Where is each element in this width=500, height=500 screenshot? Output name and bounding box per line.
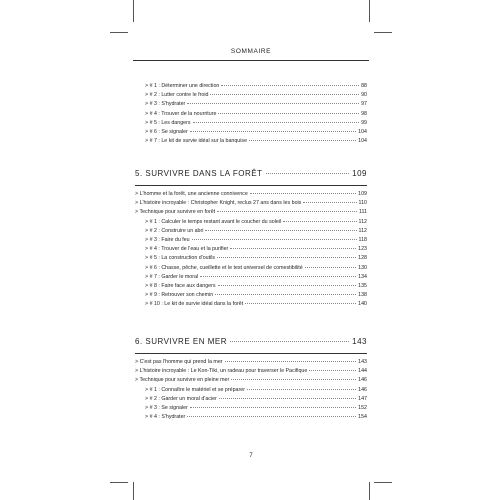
toc-entry xyxy=(135,190,367,199)
chapter-page: 109 xyxy=(352,169,367,178)
toc-entry xyxy=(135,91,367,100)
chapter-rule xyxy=(135,185,367,186)
entry-page: 97 xyxy=(361,101,367,108)
dot-leader xyxy=(266,173,350,174)
toc-entry xyxy=(135,358,367,367)
dot-leader xyxy=(205,230,356,231)
entry-page: 88 xyxy=(361,83,367,89)
page-number: 7 xyxy=(249,453,253,459)
crop-mark xyxy=(110,32,128,33)
entry-label: > # 4 : S'hydrater xyxy=(145,414,186,421)
entry-page: 118 xyxy=(358,236,367,243)
entry-page: 99 xyxy=(361,119,367,126)
entry-label: > L'homme et la forêt, une ancienne connivence xyxy=(135,191,248,197)
toc-page xyxy=(133,32,369,482)
toc-entry xyxy=(135,282,367,291)
entry-page: 112 xyxy=(358,218,367,225)
entry-label: > # 8 : Faire face aux dangers xyxy=(145,282,216,289)
entry-label: > # 6 : Chasse, pêche, cueillette et le test universel de comestibilité xyxy=(145,264,303,271)
dot-leader xyxy=(225,361,357,362)
entry-label: > # 2 : Lutter contre le froid xyxy=(145,92,209,99)
entry-label: > # 2 : Garder un moral d'acier xyxy=(145,395,217,402)
entry-page: 112 xyxy=(358,227,367,234)
entry-page: 109 xyxy=(358,191,367,197)
entry-page: 104 xyxy=(358,138,367,145)
toc-entry xyxy=(135,273,367,282)
entry-page: 98 xyxy=(361,110,367,117)
chapter-rule xyxy=(135,353,367,354)
toc-entry xyxy=(135,236,367,245)
crop-mark xyxy=(110,482,128,483)
entry-page: 130 xyxy=(358,264,367,271)
toc-entry xyxy=(135,137,367,146)
dot-leader xyxy=(245,303,356,304)
entry-page: 154 xyxy=(358,414,367,421)
chapter-heading xyxy=(135,337,367,353)
toc-entry xyxy=(135,208,367,217)
entry-label: > # 1 : Déterminer une direction xyxy=(145,83,220,89)
crop-mark xyxy=(374,482,392,483)
toc-entry xyxy=(135,227,367,236)
dot-leader xyxy=(210,94,359,95)
entry-page: 138 xyxy=(358,292,367,299)
chapter-entries xyxy=(135,190,367,309)
entry-label: > Technique pour survivre en forêt xyxy=(135,209,216,216)
entry-label: > # 7 : Le kit de survie idéal sur la banquise xyxy=(145,138,248,145)
dot-leader xyxy=(218,285,357,286)
entry-label: > Technique pour survivre en pleine mer xyxy=(135,377,230,384)
entry-label: > # 9 : Retrouver son chemin xyxy=(145,292,214,299)
dot-leader xyxy=(215,294,356,295)
chapter-entries xyxy=(135,358,367,422)
dot-leader xyxy=(230,341,349,342)
dot-leader xyxy=(187,103,359,104)
dot-leader xyxy=(283,221,356,222)
entry-page: 111 xyxy=(358,209,367,216)
chapter-title: 5. SURVIVRE DANS LA FORÊT xyxy=(135,169,263,178)
crop-mark xyxy=(369,0,370,22)
entry-page: 134 xyxy=(358,273,367,280)
dot-leader xyxy=(190,407,356,408)
toc-entry xyxy=(135,199,367,208)
entry-label: > # 1 : Connaître le matériel et se préparer xyxy=(145,386,245,393)
entry-label: > # 3 : Faire du feu xyxy=(145,236,190,243)
dot-leader xyxy=(231,379,356,380)
toc-entry xyxy=(135,413,367,422)
dot-leader xyxy=(217,257,356,258)
dot-leader xyxy=(219,398,356,399)
entry-page: 90 xyxy=(361,92,367,99)
toc-entry xyxy=(135,245,367,254)
entry-label: > # 10 : Le kit de survie idéal dans la forêt xyxy=(145,301,244,308)
toc-entry xyxy=(135,300,367,309)
entry-label: > # 5 : Les dangers xyxy=(145,119,191,126)
entry-label: > # 4 : Trouver de l'eau et la purifier xyxy=(145,246,229,253)
toc-chapter-6 xyxy=(135,337,367,422)
entry-label: > # 5 : La construction d'outils xyxy=(145,255,216,262)
crop-mark xyxy=(374,32,392,33)
entry-page: 104 xyxy=(358,128,367,135)
chapter-page: 143 xyxy=(352,337,367,346)
toc-entry xyxy=(135,395,367,404)
entry-label: > # 2 : Construire un abri xyxy=(145,227,204,234)
toc-entry xyxy=(135,367,367,376)
entry-page: 144 xyxy=(358,368,367,375)
toc-entry xyxy=(135,291,367,300)
entry-page: 146 xyxy=(358,377,367,384)
toc-chapter-5 xyxy=(135,169,367,309)
entry-page: 147 xyxy=(358,395,367,402)
dot-leader xyxy=(305,267,356,268)
entry-label: > # 6 : Se signaler xyxy=(145,128,188,135)
chapter-heading xyxy=(135,169,367,185)
toc-entry xyxy=(135,376,367,385)
entry-page: 140 xyxy=(358,301,367,308)
toc-entry xyxy=(135,82,367,91)
page-header: SOMMAIRE xyxy=(230,48,272,55)
toc-entry xyxy=(135,218,367,227)
dot-leader xyxy=(190,131,356,132)
chapter-title: 6. SURVIVRE EN MER xyxy=(135,337,227,346)
dot-leader xyxy=(230,248,356,249)
entry-page: 128 xyxy=(358,255,367,262)
toc-entry xyxy=(135,128,367,137)
entry-page: 143 xyxy=(358,359,367,365)
entry-page: 110 xyxy=(358,200,367,207)
crop-mark xyxy=(133,482,134,500)
header-rule xyxy=(133,60,369,61)
entry-label: > L'histoire incroyable : Le Kon-Tiki, un radeau pour traverser le Pacifique xyxy=(135,368,308,375)
toc-entry xyxy=(135,264,367,273)
dot-leader xyxy=(217,211,357,212)
dot-leader xyxy=(250,193,356,194)
toc-section-top xyxy=(135,82,367,146)
crop-mark xyxy=(133,0,134,22)
entry-label: > # 4 : Trouver de la nourriture xyxy=(145,110,217,117)
toc-entry xyxy=(135,110,367,119)
toc-entry xyxy=(135,119,367,128)
toc-entry xyxy=(135,404,367,413)
dot-leader xyxy=(303,202,356,203)
entry-label: > # 3 : Se signaler xyxy=(145,404,188,411)
dot-leader xyxy=(193,122,360,123)
dot-leader xyxy=(247,389,356,390)
toc-entry xyxy=(135,100,367,109)
entry-label: > C'est pas l'homme qui prend la mer xyxy=(135,359,223,365)
entry-label: > # 3 : S'hydrater xyxy=(145,101,186,108)
toc-entry xyxy=(135,386,367,395)
dot-leader xyxy=(192,239,357,240)
entry-page: 146 xyxy=(358,386,367,393)
dot-leader xyxy=(200,276,356,277)
entry-label: > # 7 : Garder le moral xyxy=(145,273,199,280)
entry-label: > # 1 : Calculer le temps restant avant le coucher du soleil xyxy=(145,218,282,225)
dot-leader xyxy=(309,370,356,371)
entry-label: > L'histoire incroyable : Christopher Knight, reclus 27 ans dans les bois xyxy=(135,200,302,207)
dot-leader xyxy=(221,85,359,86)
entry-page: 152 xyxy=(358,404,367,411)
entry-page: 135 xyxy=(358,282,367,289)
entry-page: 123 xyxy=(358,246,367,253)
toc-entry xyxy=(135,254,367,263)
dot-leader xyxy=(249,140,356,141)
dot-leader xyxy=(187,416,356,417)
crop-mark xyxy=(369,482,370,500)
dot-leader xyxy=(218,113,359,114)
